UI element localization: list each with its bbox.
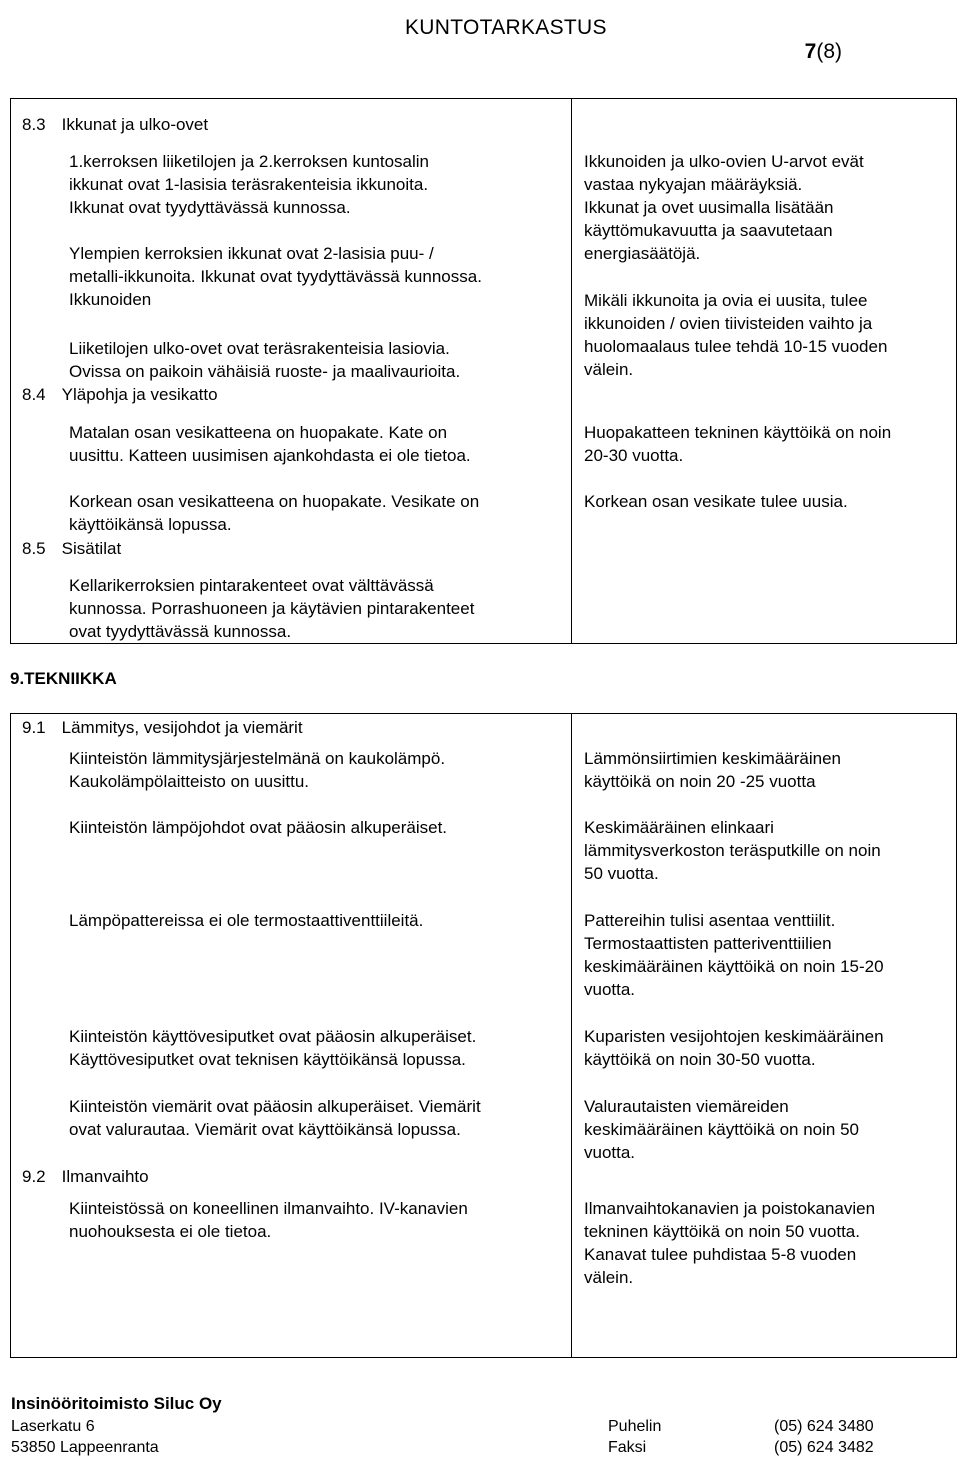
s83-right-0: Ikkunoiden ja ulko-ovien U-arvot evät	[584, 152, 864, 171]
s83-right-6: ikkunoiden / ovien tiivisteiden vaihto ja	[584, 314, 873, 333]
section-8-5-heading	[22, 537, 121, 560]
s91-left-1: Kaukolämpölaitteisto on uusittu.	[69, 772, 310, 791]
s91-left-3: Lämpöpattereissa ei ole termostaattiventtiileitä.	[69, 911, 424, 930]
section-number: 8.4	[22, 385, 46, 404]
s92-left-1: nuohouksesta ei ole tietoa.	[69, 1222, 272, 1241]
section-title: Ilmanvaihto	[61, 1167, 149, 1186]
s92-right-0: Ilmanvaihtokanavien ja poistokanavien	[584, 1199, 876, 1218]
s92-left-0: Kiinteistössä on koneellinen ilmanvaihto. IV-kanavien	[69, 1199, 468, 1218]
s91-right-4: 50 vuotta.	[584, 864, 659, 883]
s91-right-9: Kuparisten vesijohtojen keskimääräinen	[584, 1027, 884, 1046]
s84-left-2: Korkean osan vesikatteena on huopakate. Vesikate on	[69, 492, 480, 511]
section-9-1-heading	[22, 716, 303, 739]
s85-left-1: kunnossa. Porrashuoneen ja käytävien pintarakenteet	[69, 599, 475, 618]
s83-right-1: vastaa nykyajan määräyksiä.	[584, 175, 803, 194]
s83-right-8: välein.	[584, 360, 634, 379]
s83-left-4: metalli-ikkunoita. Ikkunat ovat tyydyttävässä kunnossa.	[69, 267, 482, 286]
s85-left-2: ovat tyydyttävässä kunnossa.	[69, 622, 292, 641]
s91-right-1: käyttöikä on noin 20 -25 vuotta	[584, 772, 816, 791]
footer-company: Insinööritoimisto Siluc Oy	[11, 1394, 222, 1413]
section-9-heading: 9.TEKNIIKKA	[10, 669, 117, 688]
s83-left-6: Liiketilojen ulko-ovet ovat teräsrakenteisia lasiovia.	[69, 339, 450, 358]
page-current: 7	[804, 40, 817, 63]
footer-fax: (05) 624 3482	[774, 1439, 874, 1456]
s91-right-2: Keskimääräinen elinkaari	[584, 818, 774, 837]
footer-address-city: 53850 Lappeenranta	[11, 1439, 159, 1456]
s84-right-1: 20-30 vuotta.	[584, 446, 684, 465]
s83-left-5: Ikkunoiden	[69, 290, 152, 309]
s91-right-12: keskimääräinen käyttöikä on noin 50	[584, 1120, 859, 1139]
document-title: KUNTOTARKASTUS	[405, 16, 607, 39]
s91-right-7: keskimääräinen käyttöikä on noin 15-20	[584, 957, 884, 976]
section-title: Lämmitys, vesijohdot ja viemärit	[61, 718, 303, 737]
footer-fax-label: Faksi	[608, 1439, 647, 1456]
s83-left-2: Ikkunat ovat tyydyttävässä kunnossa.	[69, 198, 351, 217]
s83-right-3: käyttömukavuutta ja saavutetaan	[584, 221, 833, 240]
s91-left-4: Kiinteistön käyttövesiputket ovat pääosin alkuperäiset.	[69, 1027, 477, 1046]
s91-right-11: Valurautaisten viemäreiden	[584, 1097, 789, 1116]
footer-phone-label: Puhelin	[608, 1418, 662, 1435]
section-title: Ikkunat ja ulko-ovet	[61, 115, 209, 134]
s91-left-2: Kiinteistön lämpöjohdot ovat pääosin alkuperäiset.	[69, 818, 448, 837]
s91-right-10: käyttöikä on noin 30-50 vuotta.	[584, 1050, 816, 1069]
s83-left-1: ikkunat ovat 1-lasisia teräsrakenteisia ikkunoita.	[69, 175, 429, 194]
s84-left-0: Matalan osan vesikatteena on huopakate. Kate on	[69, 423, 448, 442]
s91-right-0: Lämmönsiirtimien keskimääräinen	[584, 749, 841, 768]
footer-phone: (05) 624 3480	[774, 1418, 874, 1435]
s91-left-6: Kiinteistön viemärit ovat pääosin alkuperäiset. Viemärit	[69, 1097, 481, 1116]
page-number	[805, 40, 842, 64]
s91-left-7: ovat valurautaa. Viemärit ovat käyttöikänsä lopussa.	[69, 1120, 461, 1139]
s91-left-0: Kiinteistön lämmitysjärjestelmänä on kaukolämpö.	[69, 749, 446, 768]
s84-right-0: Huopakatteen tekninen käyttöikä on noin	[584, 423, 892, 442]
s83-right-4: energiasäätöjä.	[584, 244, 701, 263]
section9-column-divider	[571, 713, 572, 1358]
s83-right-5: Mikäli ikkunoita ja ovia ei uusita, tulee	[584, 291, 868, 310]
s85-left-0: Kellarikerroksien pintarakenteet ovat välttävässä	[69, 576, 434, 595]
s83-left-0: 1.kerroksen liiketilojen ja 2.kerroksen kuntosalin	[69, 152, 430, 171]
s91-right-3: lämmitysverkoston teräsputkille on noin	[584, 841, 881, 860]
section-number: 9.1	[22, 718, 46, 737]
section-title: Yläpohja ja vesikatto	[61, 385, 218, 404]
s92-right-3: välein.	[584, 1268, 634, 1287]
section-9-2-heading	[22, 1165, 149, 1188]
s91-right-6: Termostaattisten patteriventtiilien	[584, 934, 832, 953]
s83-right-7: huolomaalaus tulee tehdä 10-15 vuoden	[584, 337, 888, 356]
s91-right-5: Pattereihin tulisi asentaa venttiilit.	[584, 911, 836, 930]
section-8-3-heading	[22, 113, 208, 136]
section-number: 8.3	[22, 115, 46, 134]
s83-left-7: Ovissa on paikoin vähäisiä ruoste- ja maalivaurioita.	[69, 362, 461, 381]
s83-right-2: Ikkunat ja ovet uusimalla lisätään	[584, 198, 834, 217]
s91-left-5: Käyttövesiputket ovat teknisen käyttöikänsä lopussa.	[69, 1050, 466, 1069]
s84-left-1: uusittu. Katteen uusimisen ajankohdasta ei ole tietoa.	[69, 446, 471, 465]
section-number: 8.5	[22, 539, 46, 558]
s92-right-2: Kanavat tulee puhdistaa 5-8 vuoden	[584, 1245, 857, 1264]
s91-right-13: vuotta.	[584, 1143, 636, 1162]
page-total: (8)	[816, 40, 842, 63]
footer-address-street: Laserkatu 6	[11, 1418, 95, 1435]
s84-left-3: käyttöikänsä lopussa.	[69, 515, 232, 534]
s92-right-1: tekninen käyttöikä on noin 50 vuotta.	[584, 1222, 860, 1241]
section-8-4-heading	[22, 383, 218, 406]
section-title: Sisätilat	[61, 539, 122, 558]
s84-right-2: Korkean osan vesikate tulee uusia.	[584, 492, 848, 511]
s91-right-8: vuotta.	[584, 980, 636, 999]
section8-column-divider	[571, 98, 572, 644]
s83-left-3: Ylempien kerroksien ikkunat ovat 2-lasisia puu- /	[69, 244, 434, 263]
section-number: 9.2	[22, 1167, 46, 1186]
